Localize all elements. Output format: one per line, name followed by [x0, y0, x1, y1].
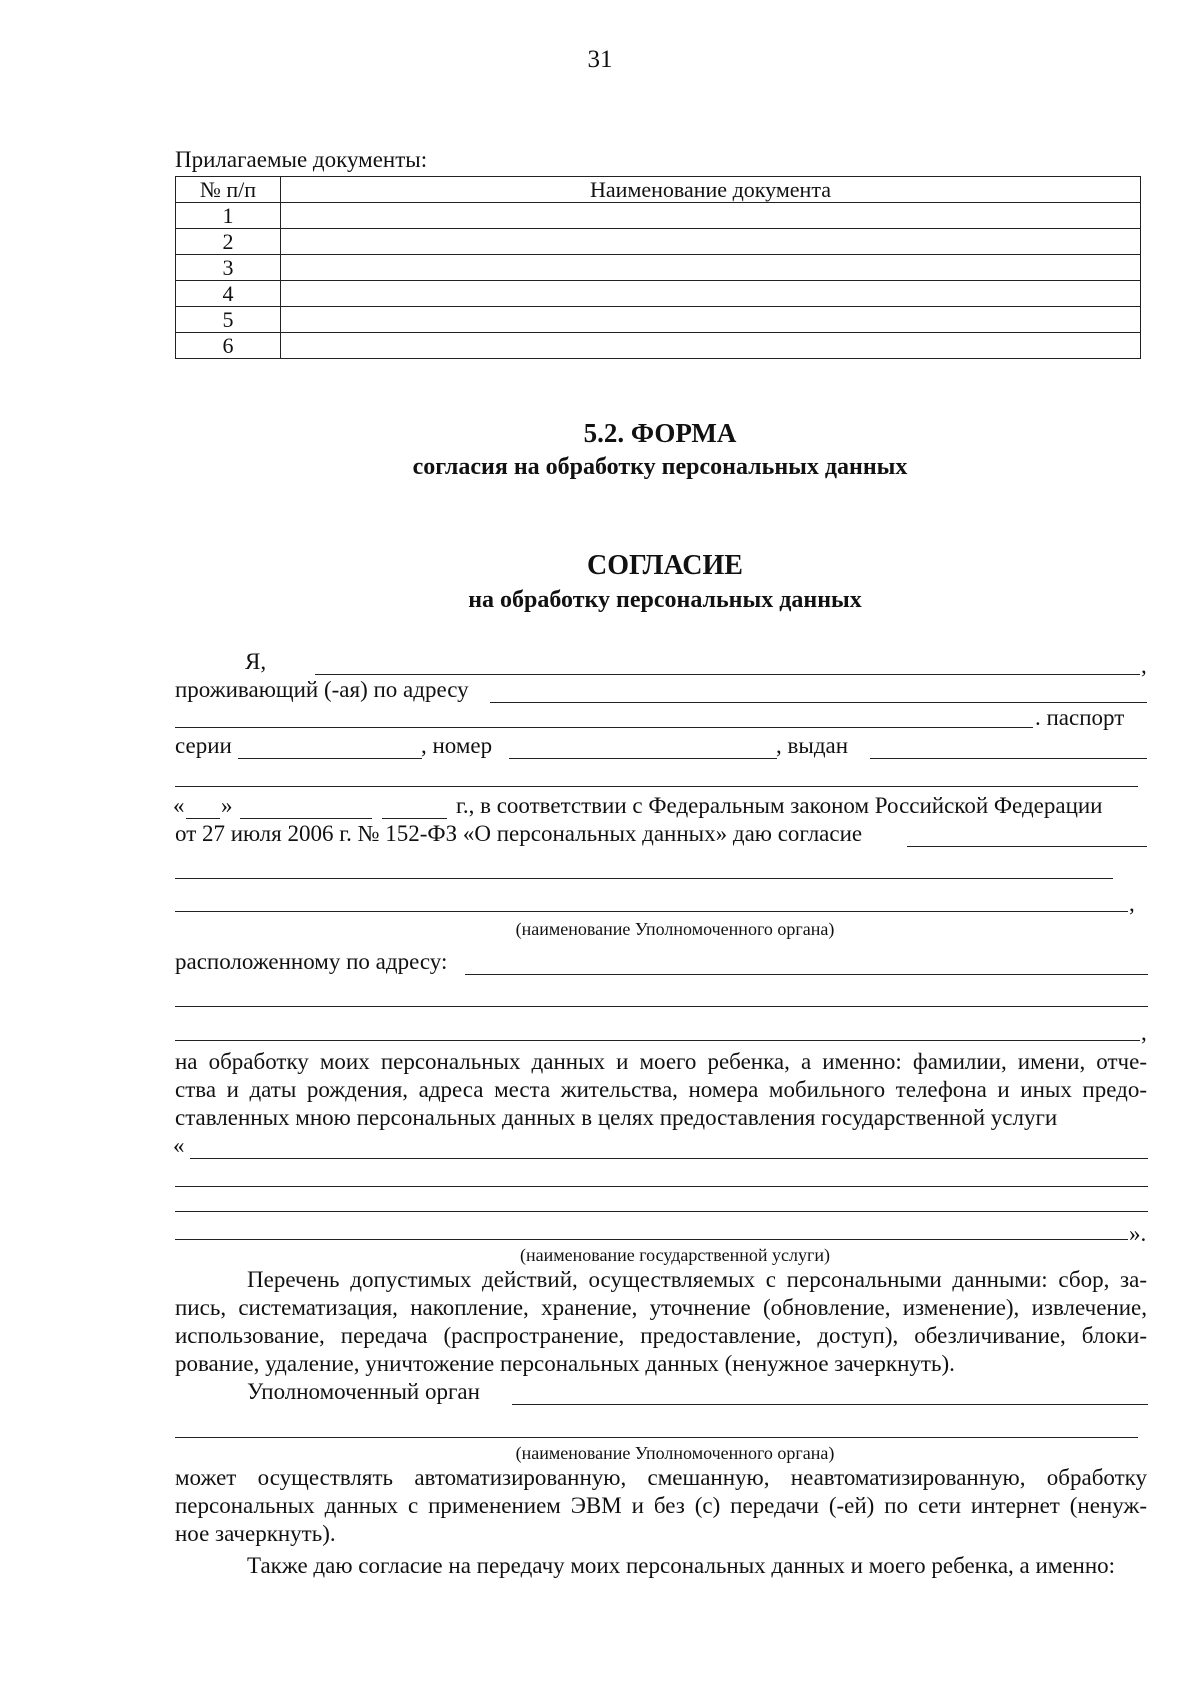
number-label: , номер [421, 733, 493, 758]
table-header-row [176, 177, 1141, 203]
form-heading: 5.2. ФОРМА [583, 418, 737, 448]
month-field[interactable] [240, 818, 372, 819]
table-row [176, 281, 1141, 307]
service-field-3[interactable] [175, 1211, 1148, 1212]
authorized-field[interactable] [512, 1404, 1148, 1405]
row-name-cell[interactable] [281, 307, 1141, 333]
table-row [176, 307, 1141, 333]
row-num: 3 [176, 255, 281, 281]
address-label: проживающий (-ая) по адресу [175, 677, 469, 702]
day-field[interactable] [186, 818, 220, 819]
actions-line-3: использование, передача (распространение, предоставление, доступ), обезличивание, блоки- [175, 1323, 1147, 1348]
attached-documents-table [175, 176, 1141, 359]
service-field-2[interactable] [175, 1186, 1148, 1187]
table-row [176, 203, 1141, 229]
service-open-quote: « [173, 1133, 185, 1158]
comma: , [1129, 891, 1135, 916]
service-field-4[interactable] [175, 1239, 1128, 1240]
processing-line-1: на обработку моих персональных данных и моего ребенка, а именно: фамилии, имени, отче- [175, 1049, 1147, 1074]
auto-line-3: ное зачеркнуть). [175, 1521, 336, 1546]
consent-subheading: на обработку персональных данных [468, 587, 862, 613]
row-num: 5 [176, 307, 281, 333]
issued-label: , выдан [776, 733, 849, 758]
year-field[interactable] [382, 818, 447, 819]
auto-line-2: персональных данных с применением ЭВМ и без (с) передачи (-ей) по сети интернет (ненуж- [175, 1493, 1147, 1518]
law-text-1: г., в соответствии с Федеральным законом Российской Федерации [456, 793, 1103, 818]
org-caption: (наименование Уполномоченного органа) [515, 919, 835, 939]
date-open-quote: « [173, 793, 185, 818]
row-num: 1 [176, 203, 281, 229]
actions-line-4: рование, удаление, уничтожение персональных данных (ненужное зачеркнуть). [175, 1351, 955, 1376]
actions-line-1: Перечень допустимых действий, осуществляемых с персональными данными: сбор, за- [247, 1267, 1147, 1292]
row-num: 2 [176, 229, 281, 255]
issued-field-2[interactable] [175, 786, 1138, 787]
address-field[interactable] [490, 702, 1147, 703]
processing-line-2: ства и даты рождения, адреса места жительства, номера мобильного телефона и иных предо- [175, 1077, 1147, 1102]
fullname-field[interactable] [315, 674, 1140, 675]
page-number: 31 [587, 46, 613, 73]
processing-line-3: ставленных мною персональных данных в целях предоставления государственной услуги [175, 1105, 1058, 1130]
row-name-cell[interactable] [281, 255, 1141, 281]
series-field[interactable] [238, 758, 422, 759]
attached-documents-title: Прилагаемые документы: [175, 147, 428, 172]
row-num: 6 [176, 333, 281, 359]
row-name-cell[interactable] [281, 203, 1141, 229]
org-field-2[interactable] [175, 911, 1128, 912]
row-num: 4 [176, 281, 281, 307]
number-field[interactable] [509, 758, 777, 759]
passport-label: . паспорт [1035, 705, 1125, 730]
located-field[interactable] [465, 974, 1148, 975]
date-close-quote: » [221, 793, 233, 818]
authorized-caption: (наименование Уполномоченного органа) [515, 1443, 835, 1463]
row-name-cell[interactable] [281, 229, 1141, 255]
comma: , [1141, 653, 1147, 678]
authorized-field-2[interactable] [175, 1437, 1138, 1438]
located-field-2[interactable] [175, 1006, 1148, 1007]
table-row [176, 255, 1141, 281]
service-caption: (наименование государственной услуги) [519, 1245, 831, 1265]
auto-line-1: может осуществлять автоматизированную, смешанную, неавтоматизированную, обработку [175, 1465, 1147, 1490]
col-name-header: Наименование документа [281, 177, 1141, 203]
service-field-1[interactable] [190, 1158, 1148, 1159]
ya-label: Я, [245, 649, 267, 674]
issued-field[interactable] [870, 758, 1147, 759]
col-num-header: № п/п [176, 177, 281, 203]
table-row [176, 333, 1141, 359]
located-label: расположенному по адресу: [175, 949, 448, 974]
table-row [176, 229, 1141, 255]
consent-to-field[interactable] [907, 846, 1147, 847]
authorized-label: Уполномоченный орган [247, 1379, 480, 1404]
service-close-quote: ». [1129, 1221, 1147, 1246]
form-subheading: согласия на обработку персональных данных [412, 454, 908, 480]
consent-heading: СОГЛАСИЕ [587, 550, 743, 581]
actions-line-2: пись, систематизация, накопление, хранение, уточнение (обновление, изменение), извлечение, [175, 1295, 1147, 1320]
address-field-2[interactable] [175, 727, 1033, 728]
located-field-3[interactable] [175, 1040, 1140, 1041]
comma: , [1141, 1020, 1147, 1045]
law-text-2: от 27 июля 2006 г. № 152-ФЗ «О персональных данных» даю согласие [175, 821, 863, 846]
row-name-cell[interactable] [281, 281, 1141, 307]
row-name-cell[interactable] [281, 333, 1141, 359]
transfer-line: Также даю согласие на передачу моих персональных данных и моего ребенка, а именно: [247, 1553, 1116, 1578]
org-field-1[interactable] [175, 878, 1113, 879]
series-label: серии [175, 733, 232, 758]
